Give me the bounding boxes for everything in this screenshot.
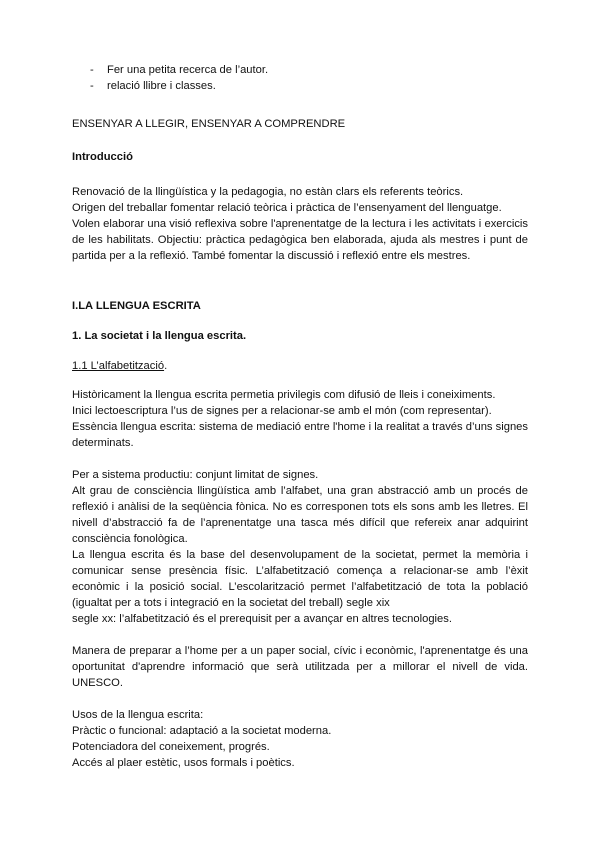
text-line: La llengua escrita és la base del desenvolupament de la societat, permet la memòria i — [72, 549, 528, 561]
bullet-dash: - — [90, 64, 94, 76]
paragraph-1 — [72, 387, 528, 451]
text-line: segle xx: l’alfabetització és el prerequisit per a avançar en altres tecnologies. — [72, 613, 452, 625]
section-subtitle: 1. La societat i la llengua escrita. — [72, 330, 247, 342]
text-line: Manera de preparar a l’home per a un paper social, cívic i econòmic, l'aprenentatge és una — [72, 645, 528, 657]
text-line: Pràctic o funcional: adaptació a la societat moderna. — [72, 725, 332, 737]
text-line: Alt grau de consciència llingüística amb l’alfabet, una gran abstracció amb un procés de — [72, 485, 528, 497]
text-line: Essència llengua escrita: sistema de mediació entre l'home i la realitat a través d’uns signes — [72, 421, 528, 433]
list-item — [72, 62, 528, 78]
text-line: consciència fonològica. — [72, 533, 188, 545]
text-line: Històricament la llengua escrita permetia privilegis com difusió de lleis i coneiximents. — [72, 389, 496, 401]
list-item — [72, 78, 528, 94]
subsection-title — [72, 358, 528, 374]
text-line: nivell d’abstracció fa de l’aprenentatge una tasca més difícil que refereix anar adquirint — [72, 517, 528, 529]
text-line: oportunitat d'aprendre informació que serà utilitzada per a millorar el nivell de vida. — [72, 661, 528, 673]
paragraph-2 — [72, 467, 528, 627]
text-line: Accés al plaer estètic, usos formals i poètics. — [72, 757, 295, 769]
text-line: Volen elaborar una visió reflexiva sobre l'aprenentatge de la lectura i les activitats i exercicis — [72, 218, 528, 230]
text-line: Origen del treballar fomentar relació teòrica i pràctica de l’ensenyament del llenguatge. — [72, 202, 502, 214]
text-line: Inici lectoescriptura l’us de signes per a relacionar-se amb el món (com representar). — [72, 405, 492, 417]
list-item-text: Fer una petita recerca de l’autor. — [107, 64, 269, 76]
text-line: de les habilitats. Objectiu: pràctica pedagògica ben elaborada, ajuda als mestres i punt de — [72, 234, 528, 246]
list-item-text: relació llibre i classes. — [107, 80, 216, 92]
section-title: I.LA LLENGUA ESCRITA — [72, 300, 201, 312]
text-line: econòmic i la posició social. L’escolarització permet l’alfabetització de tota la població — [72, 581, 528, 593]
text-line: Renovació de la llingüística y la pedagogia, no estàn clars els referents teòrics. — [72, 186, 464, 198]
text-line: partida per a la reflexió. També fomentar la discussió i reflexió entre els mestres. — [72, 250, 471, 262]
text-line: Usos de la llengua escrita: — [72, 709, 204, 721]
intro-title: Introducció — [72, 151, 133, 163]
intro-paragraph — [72, 184, 528, 264]
text-line: (igualtat per a tots i integració en la societat del treball) segle xix — [72, 597, 390, 609]
text-line: reflexió i anàlisi de la seqüència fònica. No es corresponen tots els sons amb les lletres. El — [72, 501, 528, 513]
subsection-title-text: 1.1 L’alfabetització — [72, 360, 165, 372]
text-line: comunicar sense presència físic. L’alfabetització comença a relacionar-se amb l’èxit — [72, 565, 528, 577]
text-line: Per a sistema productiu: conjunt limitat de signes. — [72, 469, 319, 481]
text-line: determinats. — [72, 437, 134, 449]
text-line: UNESCO. — [72, 677, 123, 689]
bullet-list — [72, 62, 528, 94]
subsection-title-dot: . — [164, 360, 168, 372]
document-page — [72, 62, 528, 771]
paragraph-3 — [72, 643, 528, 691]
main-heading: ENSENYAR A LLEGIR, ENSENYAR A COMPRENDRE — [72, 118, 346, 130]
bullet-dash: - — [90, 80, 94, 92]
paragraph-4 — [72, 707, 528, 771]
text-line: Potenciadora del coneixement, progrés. — [72, 741, 270, 753]
